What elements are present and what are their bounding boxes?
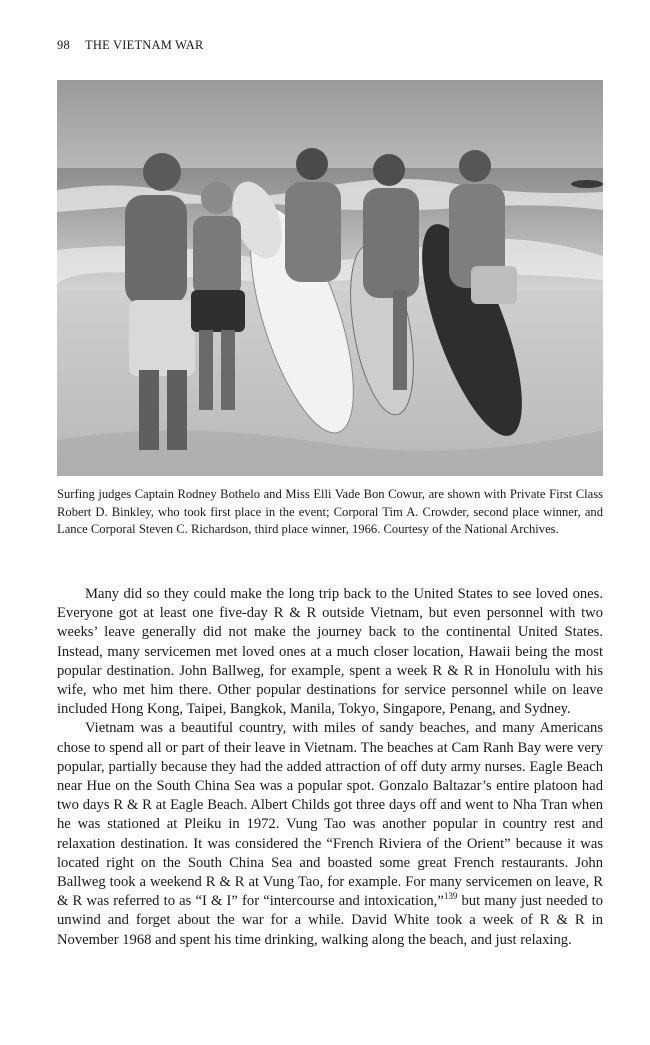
surfers-photo-illustration	[57, 80, 603, 476]
running-header	[57, 38, 204, 53]
surfers-photo	[57, 80, 603, 476]
paragraph-2-part-a: Vietnam was a beautiful country, with miles of sandy beaches, and many Americans chose to spend all or part of their leave in Vietnam. The beaches at Cam Ranh Bay were very popular, partially because they had the added attraction of off duty army nurses. Eagle Beach near Hue on the South China Sea was a popular spot. Gonzalo Baltazar’s entire platoon had two days R & R at Eagle Beach. Albert Childs got three days off and went to Nha Tran when he was stationed at Pleiku in 1972. Vung Tao was another popular in country rest and relaxation destination. It was considered the “French Riviera of the Orient” because it was located right on the South China Sea and boasted some great French restaurants. John Ballweg took a weekend R & R at Vung Tao, for example. For many servicemen on leave, R & R was referred to as “I & I” for “intercourse and intoxication,”	[57, 720, 603, 910]
paragraph-1: Many did so they could make the long trip back to the United States to see loved ones. Everyone got at least one five-day R & R outside Vietnam, but even personnel with two weeks’ leave generally did not make the journey back to the continental United States. Instead, many servicemen met loved ones at a much closer location, Hawaii being the most popular destination. John Ballweg, for example, spent a week R & R in Honolulu with his wife, who met him there. Other popular destinations for service personnel while on leave included Hong Kong, Taipei, Bangkok, Manila, Tokyo, Singapore, Penang, and Sydney.	[57, 586, 603, 718]
running-title: THE VIETNAM WAR	[85, 38, 204, 52]
paragraph-2-part-b: but many just needed to unwind and forget about the war for a while. David White took a week of R & R in November 1968 and spent his time drinking, walking along the beach, and just relaxing.	[57, 893, 604, 948]
photo-caption: Surfing judges Captain Rodney Bothelo and Miss Elli Vade Bon Cowur, are shown with Private First Class Robert D. Binkley, who took first place in the event; Corporal Tim A. Crowder, second place winner, and Lance Corporal Steven C. Richardson, third place winner, 1966. Courtesy of the National Archives.	[57, 487, 603, 537]
paragraph-2	[57, 719, 603, 949]
body-text	[57, 585, 603, 950]
page-number: 98	[57, 38, 70, 52]
footnote-reference: 139	[443, 891, 458, 902]
